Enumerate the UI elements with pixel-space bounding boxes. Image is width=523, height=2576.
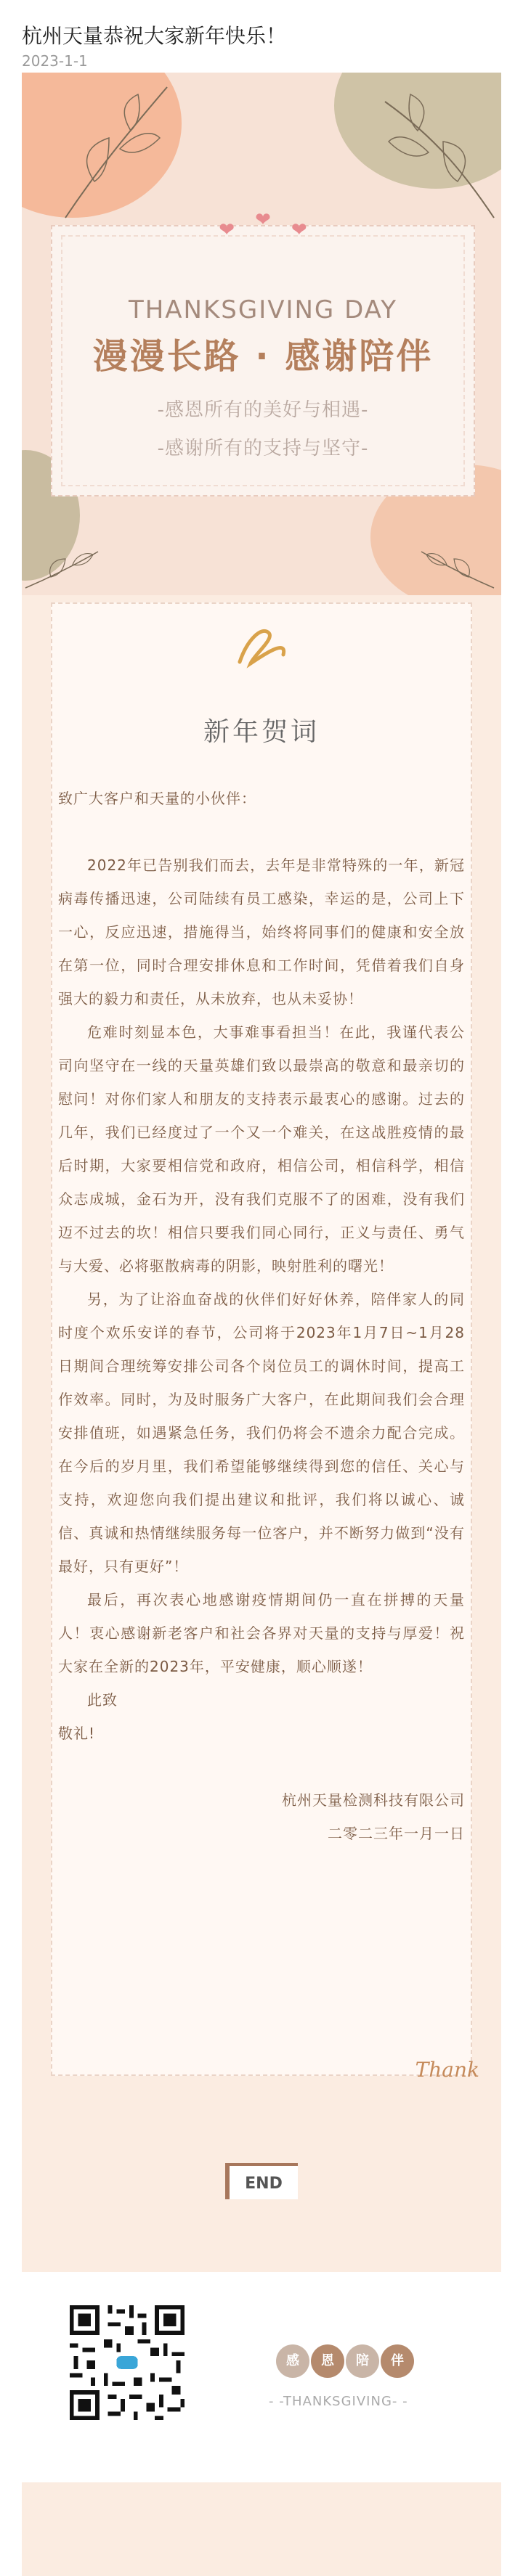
- letter-closing-1: 此致: [87, 1691, 118, 1709]
- letter-sign-date: 二零二三年一月一日: [328, 1825, 465, 1842]
- letter-paragraph-3: 另，为了让浴血奋战的伙伴们好好休养，陪伴家人的同时度个欢乐安详的春节，公司将于2023年1月7日~1月28日期间合理统筹安排公司各个岗位员工的调休时间，提高工作效率。同时，为及时服务广大客户，在此期间我们会合理安排值班，如遇紧急任务，我们仍将会不遗余力配合完成。在今后的岁月里，我们希望能够继续得到您的信任、关心与支持，欢迎您向我们提出建议和批评，我们将以诚心、诚信、真诚和热情继续服务每一位客户，并不断努力做到“没有最好，只有更好”！: [58, 1291, 465, 1575]
- letter-greeting: 致广大客户和天量的小伙伴：: [58, 790, 256, 807]
- hero-headline: 漫漫长路 · 感谢陪伴: [92, 336, 434, 377]
- greeting-poster: [22, 73, 501, 2576]
- article-date: 2023-1-1: [22, 52, 88, 70]
- hero-card: [51, 209, 475, 496]
- thanks-pill-row: [276, 2344, 415, 2378]
- end-marker: [22, 2163, 501, 2221]
- letter-paragraph-2: 危难时刻显本色，大事难事看担当！在此，我谨代表公司向坚守在一线的天量英雄们致以最崇高的敬意和最亲切的慰问！对你们家人和朋友的支持表示最衷心的感谢。过去的几年，我们已经度过了一个又一个难关，在这战胜疫情的最后时期，大家要相信党和政府，相信公司，相信科学，相信众志成城，金石为开，没有我们克服不了的困难，没有我们迈不过去的坎！相信只要我们同心同行，正义与责任、勇气与大爱、必将驱散病毒的阴影，映射胜利的曙光！: [58, 1023, 465, 1275]
- footer-tagline: - -THANKSGIVING- -: [269, 2394, 408, 2409]
- thank-script-mark: Thank: [415, 2058, 479, 2082]
- leaf-branch-icon: [51, 80, 182, 225]
- hero-banner: [22, 73, 501, 595]
- pill-char: 感: [276, 2344, 309, 2378]
- heart-icon: ❤: [255, 209, 271, 231]
- hearts-row: [52, 209, 474, 241]
- letter-paragraph-4: 最后，再次表心地感谢疫情期间仍一直在拼搏的天量人！衷心感谢新老客户和社会各界对天量的支持与厚爱！祝大家在全新的2023年，平安健康，顺心顺遂！: [58, 1591, 465, 1675]
- article-title: 杭州天量恭祝大家新年快乐！: [22, 24, 287, 48]
- footer-card: [22, 2272, 501, 2482]
- leaf-sprig-right-icon: [418, 544, 498, 595]
- letter-card: [51, 602, 479, 2082]
- leaf-sprig-left-icon: [22, 544, 102, 595]
- heart-icon: ❤: [291, 219, 307, 241]
- letter-body: [58, 782, 465, 1850]
- article-header: [0, 0, 523, 73]
- letter-closing-2: 敬礼!: [58, 1725, 96, 1742]
- leaf-branch-right-icon: [370, 87, 501, 232]
- qr-code-icon[interactable]: [65, 2301, 189, 2424]
- letter-company: 杭州天量检测科技有限公司: [282, 1791, 465, 1809]
- hero-subline-2: -感谢所有的支持与坚守-: [157, 438, 369, 459]
- pill-char: 伴: [381, 2344, 414, 2378]
- end-box: [225, 2163, 298, 2199]
- heart-icon: ❤: [219, 219, 235, 241]
- pill-char: 陪: [346, 2344, 379, 2378]
- end-label: END: [245, 2175, 283, 2193]
- letter-paragraph-1: 2022年已告别我们而去，去年是非常特殊的一年，新冠病毒传播迅速，公司陆续有员工感染，幸运的是，公司上下一心，反应迅速，措施得当，始终将同事们的健康和安全放在第一位，同时合理安排休息和工作时间，凭借着我们自身强大的毅力和责任，从未放弃，也从未妥协！: [58, 856, 465, 1007]
- hero-eyebrow: THANKSGIVING DAY: [128, 295, 398, 324]
- hero-subline-1: -感恩所有的美好与相遇-: [157, 399, 369, 421]
- pill-char: 恩: [311, 2344, 344, 2378]
- letter-title: 新年贺词: [203, 717, 320, 747]
- ribbon-swirl-icon: [225, 618, 298, 676]
